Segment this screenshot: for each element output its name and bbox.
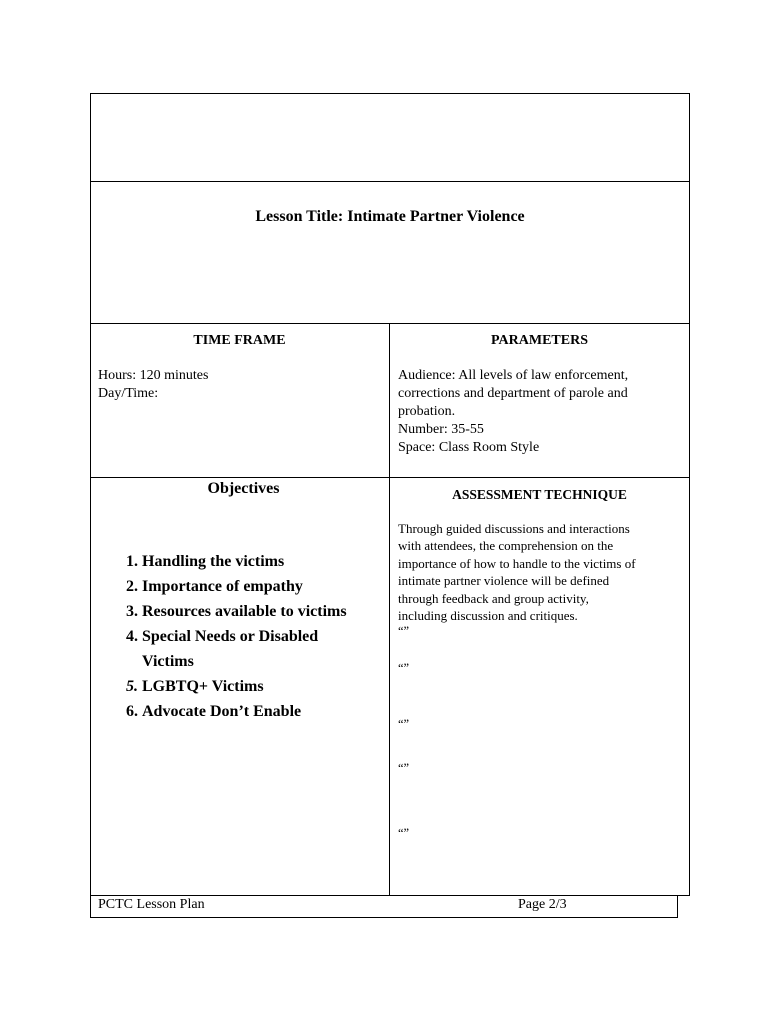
parameters-line: corrections and department of parole and xyxy=(398,386,628,401)
row-divider-header xyxy=(90,181,690,182)
list-item-number: 4. xyxy=(126,628,138,645)
parameters-text xyxy=(398,367,628,457)
assessment-line: Through guided discussions and interactions xyxy=(398,521,630,536)
assessment-heading: ASSESSMENT TECHNIQUE xyxy=(452,487,627,502)
assessment-line: importance of how to handle to the victims of xyxy=(398,555,636,571)
list-item xyxy=(126,624,392,649)
parameters-line: Number: 35-55 xyxy=(398,422,484,437)
list-item-text: LGBTQ+ Victims xyxy=(142,678,264,695)
assessment-text xyxy=(398,520,636,624)
objectives-list xyxy=(106,549,392,724)
time-frame-day-time: Day/Time: xyxy=(98,386,159,401)
time-frame-hours: Hours: 120 minutes xyxy=(98,368,209,383)
list-item xyxy=(126,574,392,599)
list-item xyxy=(142,649,392,674)
list-item-text: Advocate Don’t Enable xyxy=(142,703,302,720)
list-item xyxy=(126,674,392,699)
footer-left: PCTC Lesson Plan xyxy=(98,897,205,912)
list-item-text: Victims xyxy=(142,653,194,670)
list-item-number: 5. xyxy=(126,678,138,695)
list-item-number: 6. xyxy=(126,703,138,720)
time-frame-heading: TIME FRAME xyxy=(193,333,286,348)
parameters-line: Audience: All levels of law enforcement, xyxy=(398,368,629,383)
parameters-line: probation. xyxy=(398,404,456,419)
lesson-title: Lesson Title: Intimate Partner Violence xyxy=(255,208,525,225)
assessment-line: including discussion and critiques. xyxy=(398,608,578,624)
footer-page-number: Page 2/3 xyxy=(518,897,567,912)
assessment-line: with attendees, the comprehension on the xyxy=(398,538,614,554)
quote-mark: “” xyxy=(398,826,410,840)
list-item xyxy=(126,699,392,724)
objectives-heading: Objectives xyxy=(207,480,280,497)
parameters-line: Space: Class Room Style xyxy=(398,440,540,455)
row-divider-params xyxy=(90,477,690,478)
assessment-line: intimate partner violence will be defined xyxy=(398,573,610,589)
quote-mark: “” xyxy=(398,717,410,731)
quote-mark: “” xyxy=(398,761,410,775)
list-item-text: Special Needs or Disabled xyxy=(142,628,319,645)
list-item-number: 1. xyxy=(126,553,138,570)
list-item-number: 3. xyxy=(126,603,138,620)
list-item-text: Resources available to victims xyxy=(142,603,347,620)
list-item xyxy=(126,599,392,624)
list-item-text: Importance of empathy xyxy=(142,578,303,595)
row-divider-title xyxy=(90,323,690,324)
parameters-heading: PARAMETERS xyxy=(491,333,588,348)
assessment-line: through feedback and group activity, xyxy=(398,590,589,606)
list-item-number: 2. xyxy=(126,578,138,595)
quote-mark: “” xyxy=(398,624,410,638)
quote-mark: “” xyxy=(398,661,410,675)
list-item xyxy=(126,549,392,574)
list-item-text: Handling the victims xyxy=(142,553,285,570)
